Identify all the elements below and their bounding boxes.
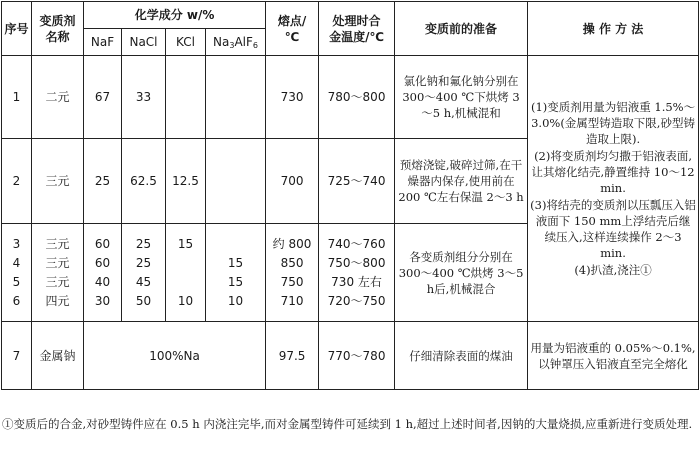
cell-method: 用量为铝液重的 0.05%～0.1%,以钟罩压入铝液直至完全熔化 xyxy=(528,322,699,390)
header-nacl: NaCl xyxy=(122,29,166,56)
cell-naf: 25 xyxy=(84,139,122,224)
cell-na3alf6 xyxy=(206,139,266,224)
cell-nacl: 25 xyxy=(135,255,152,270)
header-prep: 变质前的准备 xyxy=(395,2,528,56)
cell-seq: 6 xyxy=(12,293,21,308)
cell-nacl: 45 xyxy=(135,274,152,289)
cell-temp: 750～800 xyxy=(327,255,386,270)
footnote: ①变质后的合金,对砂型铸件应在 0.5 h 内浇注完毕,而对金属型铸件可延续到 1 h,超过上述时间者,因钠的大量烧损,应重新进行变质处理. xyxy=(2,417,693,431)
cell-name: 二元 xyxy=(32,56,84,139)
cell-melt: 97.5 xyxy=(266,322,319,390)
table-row xyxy=(2,322,699,390)
cell-kcl xyxy=(166,56,206,139)
cell-na3alf6: 15 xyxy=(227,255,244,270)
cell-seq: 1 xyxy=(2,56,32,139)
header-melting-line1: 熔点/ xyxy=(277,13,307,28)
formula-part: AlF xyxy=(234,35,253,49)
cell-naf-group xyxy=(84,224,122,322)
cell-na3alf6 xyxy=(208,235,263,254)
header-temp-line1: 处理时合 xyxy=(332,13,381,28)
cell-prep: 各变质剂组分分别在 300～400 ℃烘烤 3～5 h后,机械混合 xyxy=(395,224,528,322)
method-step: (2)将变质剂均匀撒于铝液表面,让其熔化结壳,静置维持 10～12 min. xyxy=(531,149,695,195)
header-composition: 化学成分 w/% xyxy=(84,2,266,29)
cell-naf: 40 xyxy=(94,274,111,289)
cell-seq: 2 xyxy=(2,139,32,224)
cell-melt-group xyxy=(266,224,319,322)
cell-kcl: 15 xyxy=(177,236,194,251)
header-melting xyxy=(266,2,319,56)
cell-name: 三元 xyxy=(45,255,70,270)
cell-method-steps xyxy=(528,56,699,322)
formula-subscript: 3 xyxy=(229,41,235,50)
header-agent xyxy=(32,2,84,56)
method-step: (3)将结壳的变质剂以压瓢压入铝液面下 150 mm上浮结壳后继续压入,这样连续操作 2～3 min. xyxy=(530,198,696,260)
cell-seq-group xyxy=(2,224,32,322)
cell-na3alf6: 10 xyxy=(227,293,244,308)
cell-kcl: 12.5 xyxy=(166,139,206,224)
cell-kcl xyxy=(168,273,203,292)
cell-naf: 60 xyxy=(94,255,111,270)
header-agent-line2: 名称 xyxy=(45,29,70,44)
header-temp xyxy=(319,2,395,56)
cell-kcl xyxy=(168,254,203,273)
cell-melt: 710 xyxy=(280,293,304,308)
cell-name: 三元 xyxy=(45,236,70,251)
cell-name: 三元 xyxy=(32,139,84,224)
method-step: (1)变质剂用量为铝液重 1.5%～3.0%(金属型铸造取下限,砂型铸造取上限). xyxy=(530,100,696,146)
cell-temp: 780～800 xyxy=(319,56,395,139)
cell-melt: 850 xyxy=(280,255,304,270)
cell-temp: 770～780 xyxy=(319,322,395,390)
header-seq: 序号 xyxy=(2,2,32,56)
formula-subscript: 6 xyxy=(252,41,259,50)
header-na3alf6 xyxy=(206,29,266,56)
cell-nacl: 25 xyxy=(135,236,152,251)
cell-name: 金属钠 xyxy=(32,322,84,390)
cell-kcl-group xyxy=(166,224,206,322)
header-melting-line2: ℃ xyxy=(284,29,300,44)
cell-seq: 5 xyxy=(12,274,21,289)
cell-prep: 氯化钠和氟化钠分别在 300～400 ℃下烘烤 3～5 h,机械混和 xyxy=(395,56,528,139)
cell-name: 四元 xyxy=(45,293,70,308)
cell-seq: 4 xyxy=(12,255,21,270)
cell-temp: 740～760 xyxy=(327,236,386,251)
cell-melt: 700 xyxy=(266,139,319,224)
cell-melt: 约 800 xyxy=(272,236,312,251)
cell-naf: 60 xyxy=(94,236,111,251)
cell-melt: 750 xyxy=(280,274,304,289)
header-kcl: KCl xyxy=(166,29,206,56)
cell-temp: 720～750 xyxy=(327,293,386,308)
header-temp-line2: 金温度/℃ xyxy=(329,29,384,44)
method-step: (4)扒渣,浇注① xyxy=(574,263,652,277)
cell-prep: 预熔浇锭,破碎过筛,在干燥器内保存,使用前在 200 ℃左右保温 2～3 h xyxy=(395,139,528,224)
cell-melt: 730 xyxy=(266,56,319,139)
cell-na3alf6: 15 xyxy=(227,274,244,289)
cell-composition: 100%Na xyxy=(84,322,266,390)
cell-nacl-group xyxy=(122,224,166,322)
header-method: 操 作 方 法 xyxy=(528,2,699,56)
cell-kcl: 10 xyxy=(177,293,194,308)
cell-naf: 67 xyxy=(84,56,122,139)
cell-temp: 730 左右 xyxy=(331,274,382,289)
cell-temp: 725～740 xyxy=(319,139,395,224)
cell-nacl: 50 xyxy=(135,293,152,308)
cell-na3alf6 xyxy=(206,56,266,139)
cell-seq: 7 xyxy=(2,322,32,390)
cell-prep: 仔细清除表面的煤油 xyxy=(395,322,528,390)
cell-seq: 3 xyxy=(12,236,21,251)
cell-nacl: 62.5 xyxy=(122,139,166,224)
cell-naf: 30 xyxy=(94,293,111,308)
header-agent-line1: 变质剂 xyxy=(39,13,76,28)
cell-name: 三元 xyxy=(45,274,70,289)
cell-name-group xyxy=(32,224,84,322)
table-row xyxy=(2,56,699,139)
modifier-table xyxy=(1,1,699,390)
cell-na3alf6-group xyxy=(206,224,266,322)
formula-part: Na xyxy=(213,35,230,49)
cell-temp-group xyxy=(319,224,395,322)
cell-nacl: 33 xyxy=(122,56,166,139)
header-naf: NaF xyxy=(84,29,122,56)
